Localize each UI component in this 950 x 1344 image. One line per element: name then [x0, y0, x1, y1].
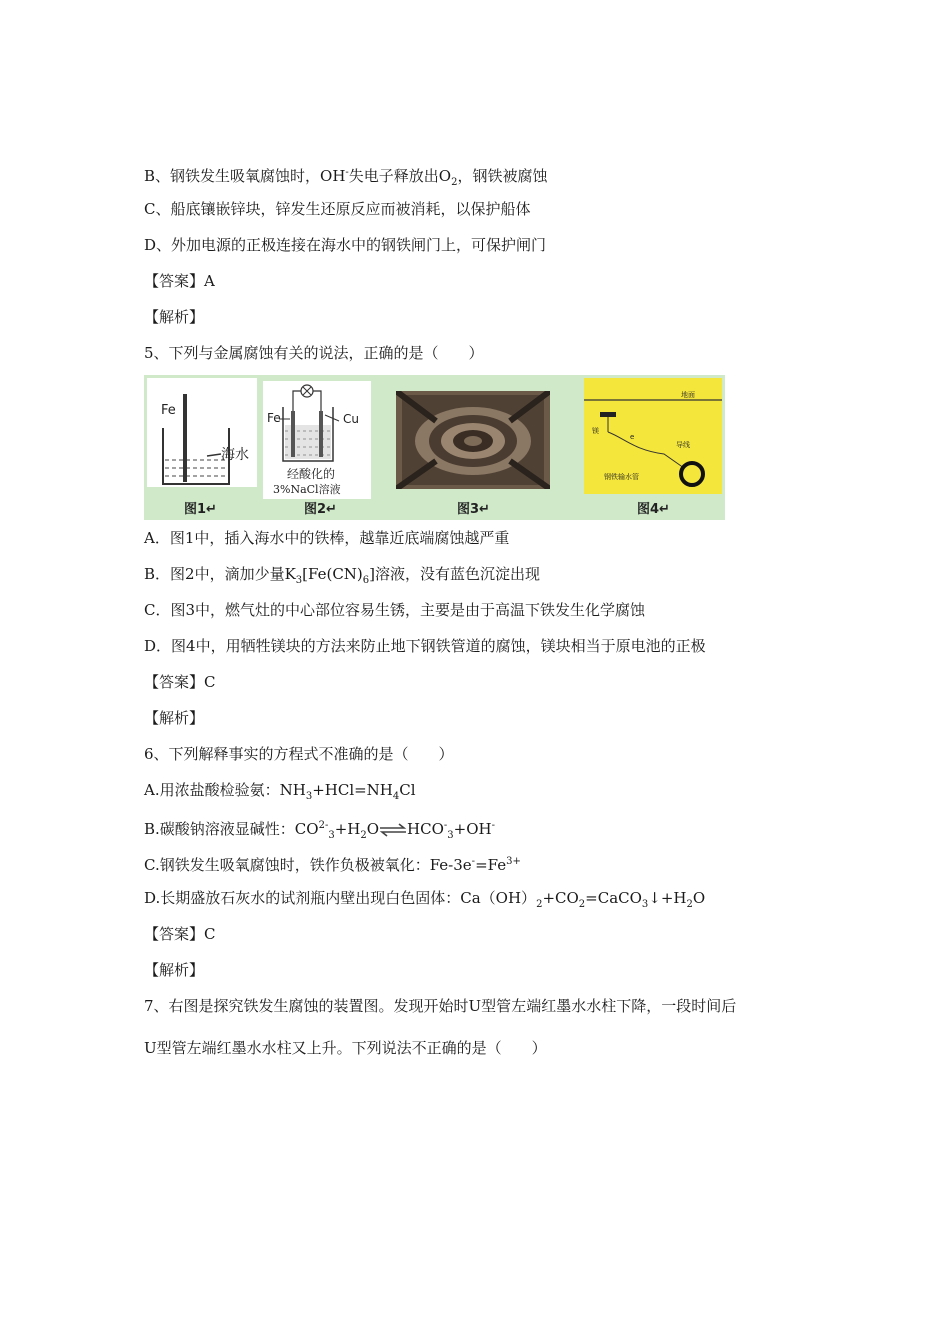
q4-option-d: D、外加电源的正极连接在海水中的钢铁闸门上，可保护闸门 [144, 236, 547, 254]
q5-option-b: B．图2中，滴加少量$K_3[Fe(CN)_6]$溶液，没有蓝色沉淀出现 [144, 565, 541, 586]
fig2-fe-label: Fe [267, 411, 281, 425]
figure-2 [263, 381, 371, 499]
fig4-ground-label: 地面 [681, 391, 695, 399]
fig1-seawater-label: 海水 [221, 447, 249, 463]
figure-3 [396, 391, 550, 489]
q6-answer: 【答案】C [144, 925, 216, 943]
q7-stem-line1: 7、右图是探究铁发生腐蚀的装置图。发现开始时U型管左端红墨水水柱下降，一段时间后 [144, 997, 737, 1015]
q5-answer: 【答案】C [144, 673, 216, 691]
beaker-seawater-diagram [147, 378, 257, 487]
figure-4 [584, 378, 722, 494]
figure-1 [147, 378, 257, 487]
fig4-pipe-label: 钢铁输水管 [604, 473, 639, 481]
q6-analysis: 【解析】 [144, 961, 205, 979]
q6-option-b: B.碳酸钠溶液显碱性：$CO^{2-}_3+H_2O$ $HCO^-_3+OH^-$ [144, 820, 496, 841]
q7-stem-line2: U型管左端红墨水水柱又上升。下列说法不正确的是（ ） [144, 1039, 547, 1057]
q4-analysis: 【解析】 [144, 308, 205, 326]
fig4-wire-label: 导线 [676, 441, 690, 449]
q4-answer: 【答案】A [144, 272, 215, 290]
q6-option-c: C.钢铁发生吸氧腐蚀时，铁作负极被氧化：$Fe-3e^-=Fe^{3+}$ [144, 856, 521, 874]
fig1-fe-label: Fe [161, 403, 176, 418]
q4-option-b: B、钢铁发生吸氧腐蚀时，OH-失电子释放出$O_2$，钢铁被腐蚀 [144, 167, 548, 188]
q5-stem: 5、下列与金属腐蚀有关的说法，正确的是（ ） [144, 344, 484, 362]
fig1-caption: 图1↵ [184, 502, 217, 517]
fig2-cu-label: Cu [343, 412, 359, 426]
q4-option-c: C、船底镶嵌锌块，锌发生还原反应而被消耗，以保护船体 [144, 200, 531, 218]
q5-figure-strip [144, 375, 725, 520]
gas-stove-photo [396, 391, 550, 489]
fig4-e-label: e [630, 433, 635, 441]
fig2-caption-line1: 经酸化的 [287, 467, 336, 481]
q5-option-a: A．图1中，插入海水中的铁棒，越靠近底端腐蚀越严重 [144, 529, 510, 547]
fig4-caption: 图4↵ [637, 502, 670, 517]
q6-stem: 6、下列解释事实的方程式不准确的是（ ） [144, 745, 454, 763]
fig2-caption-line2: 3%NaCl溶液 [273, 483, 341, 496]
q5-option-c: C．图3中，燃气灶的中心部位容易生锈，主要是由于高温下铁发生化学腐蚀 [144, 601, 646, 619]
equilibrium-arrow-icon [379, 823, 407, 837]
fig3-caption: 图3↵ [457, 502, 490, 517]
q6-option-d: D.长期盛放石灰水的试剂瓶内壁出现白色固体：$Ca(OH)_2+CO_2=CaCO_3↓+H_2O$ [144, 889, 706, 910]
q6-option-a: A.用浓盐酸检验氨：$NH_3+HCl=NH_4Cl$ [144, 781, 416, 802]
fig4-mg-label: 镁 [592, 427, 599, 435]
q5-analysis: 【解析】 [144, 709, 205, 727]
q5-option-d: D．图4中，用牺牲镁块的方法来防止地下钢铁管道的腐蚀，镁块相当于原电池的正极 [144, 637, 706, 655]
fig2-caption: 图2↵ [304, 502, 337, 517]
